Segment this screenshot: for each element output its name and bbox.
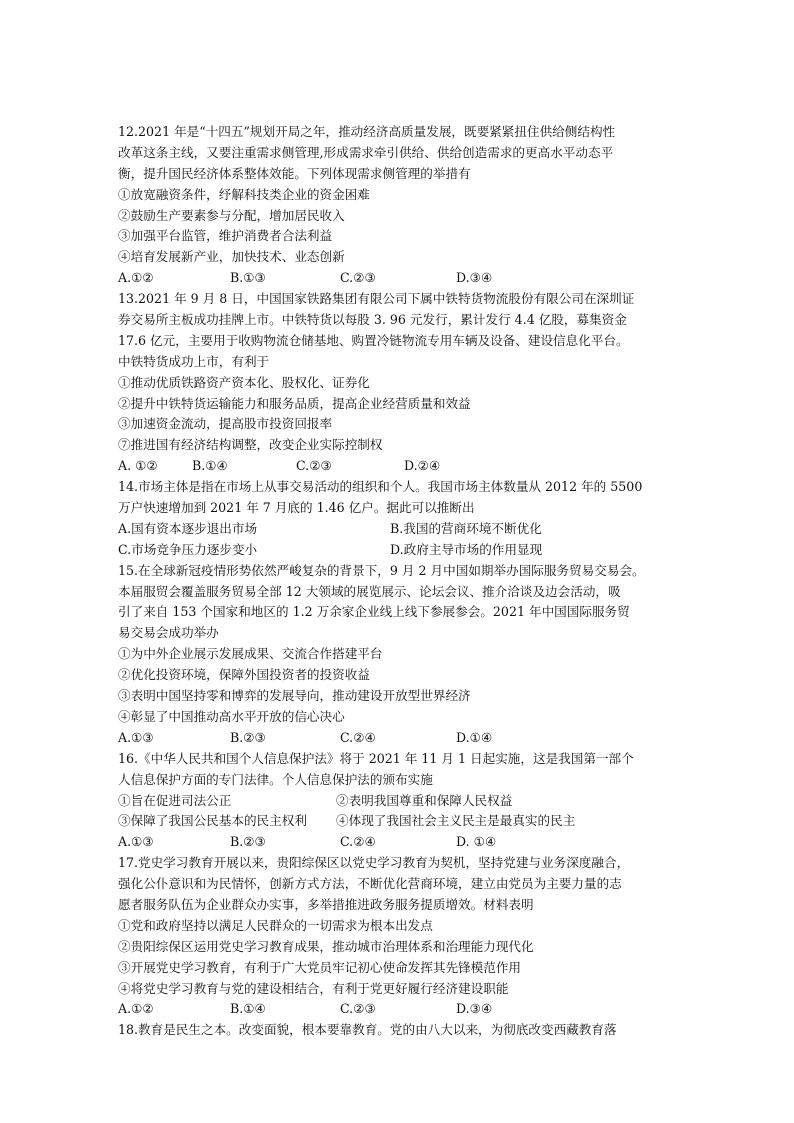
option-c: C.②③ [340, 1001, 376, 1017]
question-stem: 万户快速增加到 2021 年 7 月底的 1.46 亿户。据此可以推断出 [118, 500, 475, 516]
option-a: A.①② [118, 1001, 154, 1017]
question-stem: 强化公仆意识和为民情怀，创新方式方法，不断优化营商环境，建立由党员为主要力量的志 [118, 876, 622, 892]
question-stem: 易交易会成功举办 [118, 625, 219, 641]
option-d: D. ①④ [456, 834, 497, 850]
answer-options-row [118, 540, 678, 561]
option-d: D.③④ [456, 270, 493, 286]
statement-item: ①推动优质铁路资产资本化、股权化、证券化 [118, 374, 370, 390]
statement-item: ①党和政府坚持以满足人民群众的一切需求为根本出发点 [118, 917, 433, 933]
statement-item: ③加速资金流动，提高股市投资回报率 [118, 416, 333, 432]
statement-item: ②贵阳综保区运用党史学习教育成果，推动城市治理体系和治理能力现代化 [118, 938, 534, 954]
statement-item: ②优化投资环境，保障外国投资者的投资收益 [118, 667, 370, 683]
option-c: C.市场竞争压力逐步变小 [118, 541, 258, 557]
question-stem: 改革这条主线，又要注重需求侧管理,形成需求牵引供给、供给创造需求的更高水平动态平 [118, 144, 614, 160]
statement-item: ③表明中国坚持零和博弈的发展导向，推动建设开放型世界经济 [118, 688, 471, 704]
question-14 [118, 477, 678, 561]
question-stem: 引了来自 153 个国家和地区的 1.2 万余家企业线上线下参展参会。2021 年中国国际服务贸 [118, 604, 630, 620]
statement-item: ②提升中铁特货运输能力和服务品质，提高企业经营质量和效益 [118, 395, 471, 411]
option-b: B.②③ [230, 834, 266, 850]
statement-item: ①为中外企业展示发展成果、交流合作搭建平台 [118, 646, 383, 662]
statement-item: ③保障了我国公民基本的民主权利 [118, 813, 307, 829]
answer-options [118, 999, 678, 1020]
statement-item: ①旨在促进司法公正 [118, 792, 232, 808]
option-c: C.②④ [340, 834, 376, 850]
question-stem: 14.市场主体是指在市场上从事交易活动的组织和个人。我国市场主体数量从 2012 年的 5500 [118, 479, 643, 495]
option-b: B.②③ [230, 729, 266, 745]
option-d: D.①④ [456, 729, 493, 745]
statement-item: ②鼓励生产要素参与分配，增加居民收入 [118, 207, 345, 223]
question-17 [118, 853, 678, 1020]
option-b: B.①④ [230, 1001, 266, 1017]
option-c: C.②③ [296, 458, 332, 474]
question-13 [118, 289, 678, 477]
option-a: A. ①② [118, 458, 158, 474]
option-c: C.②③ [340, 270, 376, 286]
question-stem: 16.《中华人民共和国个人信息保护法》将于 2021 年 11 月 1 日起实施，这是我国第一部个 [118, 750, 634, 766]
question-18 [118, 1020, 678, 1041]
statement-item: ④彰显了中国推动高水平开放的信心决心 [118, 708, 345, 724]
answer-options [118, 456, 678, 477]
option-a: A.国有资本逐步退出市场 [118, 520, 258, 536]
option-d: D.③④ [456, 1001, 493, 1017]
statement-item: ①放宽融资条件，纾解科技类企业的资金困难 [118, 186, 370, 202]
question-15 [118, 561, 678, 749]
statement-item: ③开展党史学习教育，有利于广大党员牢记初心使命发挥其先锋模范作用 [118, 959, 521, 975]
answer-options [118, 268, 678, 289]
question-stem: 人信息保护方面的专门法律。个人信息保护法的颁布实施 [118, 771, 433, 787]
question-stem: 17.6 亿元，主要用于收购物流仓储基地、购置冷链物流专用车辆及设备、建设信息化平台。 [118, 332, 629, 348]
statement-row [118, 791, 678, 812]
answer-options [118, 832, 678, 853]
question-stem: 18.教育是民生之本。改变面貌，根本要靠教育。党的由八大以来，为彻底改变西藏教育落 [118, 1022, 617, 1038]
statement-item: ②表明我国尊重和保障人民权益 [336, 792, 513, 808]
question-stem: 17.党史学习教育开展以来，贵阳综保区以党史学习教育为契机，坚持党建与业务深度融合， [118, 855, 630, 871]
question-stem: 券交易所主板成功挂牌上市。中铁特货以每股 3. 96 元发行，累计发行 4.4 亿股，募集资金 [118, 312, 627, 328]
question-stem: 中铁特货成功上市，有利于 [118, 353, 270, 369]
statement-item: ③加强平台监管，维护消费者合法利益 [118, 228, 333, 244]
statement-row [118, 811, 678, 832]
statement-item: ④培育发展新产业，加快技术、业态创新 [118, 249, 345, 265]
statement-item: ⑦推进国有经济结构调整，改变企业实际控制权 [118, 437, 383, 453]
option-b: B.①③ [230, 270, 266, 286]
question-stem: 13.2021 年 9 月 8 日，中国国家铁路集团有限公司下属中铁特货物流股份有限公司在深圳证 [118, 291, 635, 307]
option-d: D.政府主导市场的作用显现 [390, 541, 543, 557]
question-stem: 衡，提升国民经济体系整体效能。下列体现需求侧管理的举措有 [118, 165, 471, 181]
question-12 [118, 122, 678, 289]
question-16 [118, 749, 678, 853]
answer-options [118, 728, 678, 749]
option-b: B.①④ [192, 458, 228, 474]
option-c: C.②④ [340, 729, 376, 745]
statement-item: ④体现了我国社会主义民主是最真实的民主 [336, 813, 576, 829]
option-b: B.我国的营商环境不断优化 [390, 520, 542, 536]
question-stem: 愿者服务队伍为企业群众办实事，多举措推进政务服务提质增效。材料表明 [118, 896, 534, 912]
question-stem: 本届服贸会覆盖服务贸易全部 12 大领域的展览展示、论坛会议、推介洽谈及边会活动，吸 [118, 583, 621, 599]
option-a: A.①③ [118, 834, 154, 850]
option-d: D.②④ [404, 458, 441, 474]
option-a: A.①③ [118, 729, 154, 745]
exam-page [118, 122, 678, 1041]
answer-options-row [118, 519, 678, 540]
statement-item: ④将党史学习教育与党的建设相结合，有利于党更好履行经济建设职能 [118, 980, 509, 996]
option-a: A.①② [118, 270, 154, 286]
question-stem: 15.在全球新冠疫情形势依然严峻复杂的背景下，9 月 2 月中国如期举办国际服务贸易交易会。 [118, 562, 645, 578]
question-stem: 12.2021 年是“十四五”规划开局之年，推动经济高质量发展，既要紧紧扭住供给侧结构性 [118, 124, 616, 139]
